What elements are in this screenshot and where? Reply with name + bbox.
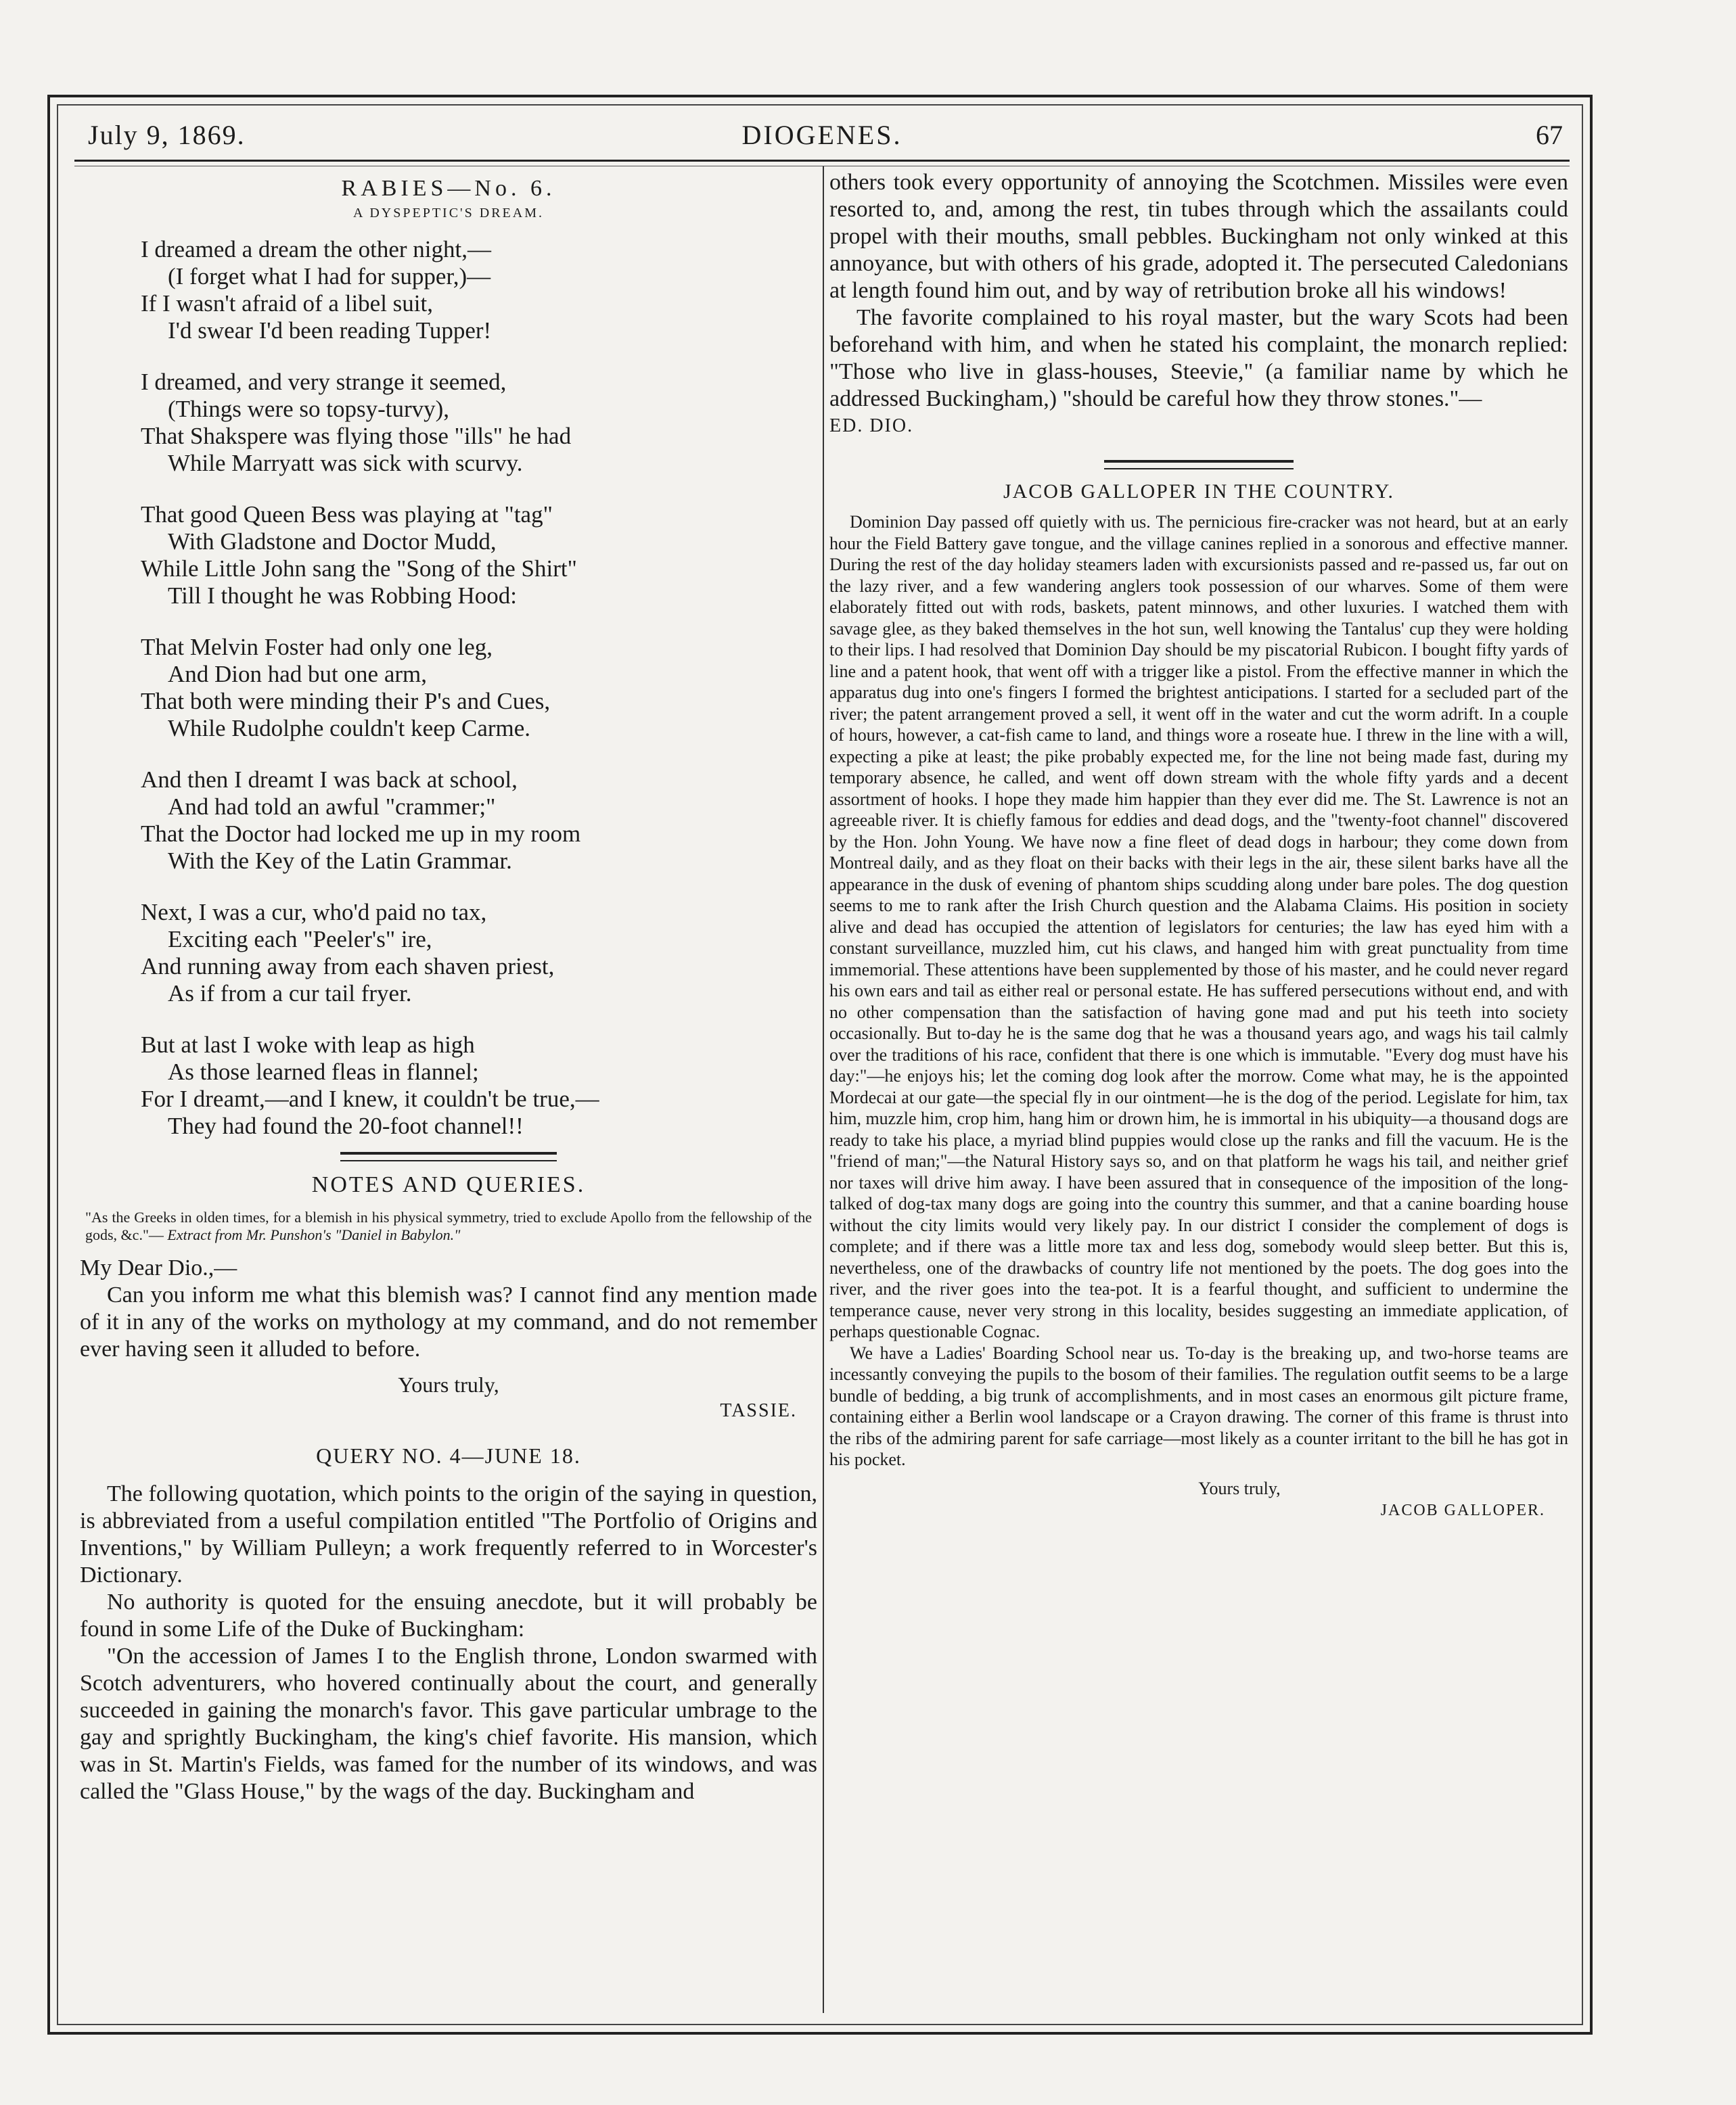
right-column (829, 169, 1568, 1520)
rabies-title: RABIES—No. 6. (341, 176, 556, 201)
poem-line: With Gladstone and Doctor Mudd, (168, 528, 497, 555)
poem-line: I dreamed a dream the other night,— (141, 236, 491, 262)
poem-line: Next, I was a cur, who'd paid no tax, (141, 899, 487, 925)
jacob-title: JACOB GALLOPER IN THE COUNTRY. (1003, 480, 1395, 503)
paragraph: The following quotation, which points to the origin of the saying in question, is abbreviated from a useful compilation entitled "The Portfolio of Origins and Inventions," by William Pulleyn; a work frequently referred to in Worcester's Dictionary. (80, 1481, 817, 1588)
column-divider (823, 166, 824, 2013)
poem-line: That Shakspere was flying those "ills" he had (141, 423, 572, 449)
poem-line: I'd swear I'd been reading Tupper! (168, 317, 492, 344)
masthead (74, 116, 1570, 157)
letter-body: Can you inform me what this blemish was? I cannot find any mention made of it in any of the works on mythology at my command, and do not remember ever having seen it alluded to before. (80, 1282, 817, 1362)
editor-signature: ED. DIO. (829, 415, 914, 436)
left-column (80, 169, 817, 1805)
poem-stanza (141, 1032, 817, 1140)
issue-date: July 9, 1869. (88, 120, 246, 150)
poem-line: And then I dreamt I was back at school, (141, 766, 518, 793)
masthead-rule (74, 160, 1570, 166)
poem-stanza (141, 369, 817, 477)
notes-epigraph (80, 1209, 817, 1244)
poem-line: And running away from each shaven priest, (141, 953, 555, 979)
query-continued (829, 169, 1568, 440)
poem-line: While Little John sang the "Song of the Shirt" (141, 555, 577, 582)
section-rule (340, 1152, 557, 1161)
poem-line: That good Queen Bess was playing at "tag" (141, 501, 553, 528)
letter-signature: TASSIE. (720, 1400, 797, 1421)
poem-line: For I dreamt,—and I knew, it couldn't be true,— (141, 1086, 599, 1112)
poem-line: That the Doctor had locked me up in my room (141, 820, 581, 847)
poem-line: Till I thought he was Robbing Hood: (168, 582, 517, 609)
poem-line: While Marryatt was sick with scurvy. (168, 450, 523, 476)
paragraph: others took every opportunity of annoying the Scotchmen. Missiles were even resorted to, and, among the rest, tin tubes through which the assailants could propel with their mouths, small pebbles. Buckingham not only winked at this annoyance, but with others of his grade, adopted it. The persecuted Caledonians at length found him out, and by way of retribution broke all his windows! (829, 170, 1568, 303)
rabies-subtitle: A DYSPEPTIC'S DREAM. (353, 206, 544, 221)
section-rule (1104, 460, 1294, 469)
poem-line: (I forget what I had for supper,)— (168, 263, 491, 290)
query-title: QUERY NO. 4—JUNE 18. (316, 1443, 581, 1468)
poem-line: As if from a cur tail fryer. (168, 980, 412, 1007)
poem-line: As those learned fleas in flannel; (168, 1059, 479, 1085)
letter-salutation: My Dear Dio.,— (80, 1255, 237, 1280)
poem-line: If I wasn't afraid of a libel suit, (141, 290, 433, 317)
query-article (80, 1481, 817, 1805)
poem-line: Exciting each "Peeler's" ire, (168, 926, 432, 952)
poem-line: (Things were so topsy-turvy), (168, 396, 450, 422)
poem-stanza (141, 634, 817, 742)
poem-line: They had found the 20-foot channel!! (168, 1113, 524, 1139)
poem-stanza (141, 899, 817, 1007)
jacob-article (829, 511, 1568, 1471)
poem-line: With the Key of the Latin Grammar. (168, 848, 512, 874)
poem-stanza (141, 501, 817, 609)
poem-line: While Rudolphe couldn't keep Carme. (168, 715, 531, 741)
paragraph: The favorite complained to his royal master, but the wary Scots had been beforehand with him, and when he stated his complaint, the monarch replied: "Those who live in glass-houses, Steevie," (a familiar name by which he addressed Buckingham,) "should be careful how they throw stones."— (829, 305, 1568, 411)
poem-line: And had told an awful "crammer;" (168, 793, 496, 820)
jacob-closing: Yours truly, (1198, 1478, 1281, 1498)
poem-line: That Melvin Foster had only one leg, (141, 634, 493, 660)
jacob-signature: JACOB GALLOPER. (1380, 1501, 1545, 1519)
poem-stanza (141, 766, 817, 875)
poem-line: And Dion had but one arm, (168, 661, 427, 687)
poem-stanza (141, 236, 817, 344)
poem-line: That both were minding their P's and Cues, (141, 688, 551, 714)
letter-closing: Yours truly, (398, 1372, 499, 1397)
page-number: 67 (1536, 120, 1563, 150)
poem-line: I dreamed, and very strange it seemed, (141, 369, 507, 395)
paragraph: We have a Ladies' Boarding School near us. To-day is the breaking up, and two-horse teams are incessantly conveying the pupils to the bosom of their families. The regulation outfit seems to be a large bundle of bedding, a big trunk of accomplishments, and in most cases an enormous gilt picture frame, containing either a Berlin wool landscape or a Crayon drawing. The corner of this frame is thrust into the ribs of the admiring parent for safe carriage—most likely as a counter irritant to the bill he has got in his pocket. (829, 1343, 1568, 1469)
paragraph: No authority is quoted for the ensuing anecdote, but it will probably be found in some Life of the Duke of Buckingham: (80, 1590, 817, 1642)
notes-letter (80, 1255, 817, 1363)
notes-title: NOTES AND QUERIES. (311, 1172, 586, 1197)
rabies-poem (80, 236, 817, 1140)
paragraph: Dominion Day passed off quietly with us. The pernicious fire-cracker was not heard, but at an early hour the Field Battery gave tongue, and the village canines replied in a sonorous and effective manner. During the rest of the day holiday steamers laden with excursionists passed and re-passed us, far out on the lazy river, and a few wandering anglers took possession of our wharves. Some of them were elaborately fitted out with rods, baskets, patent minnows, and other luxuries. I watched them with savage glee, as they baked themselves in the hot sun, well knowing the Tantalus' cup they were holding to their lips. I had resolved that Dominion Day should be my piscatorial Rubicon. I bought fifty yards of line and a patent hook, that went off with a trigger like a pistol. From the effective manner in which the apparatus dug into one's fingers I formed the brightest anticipations. I started for a secluded part of the river; the patent arrangement proved a sell, it went off in the water and cut the worm adrift. In a couple of hours, however, a cat-fish came to land, and things wore a roseate hue. I threw in the line with a will, expecting a pike at least; the pike probably expected me, for the line not being made fast, during my temporary absence, he called, and went off down stream with the whole fifty yards and a decent assortment of hooks. I hope they made him happier than they ever did me. The St. Lawrence is not an agreeable river. It is chiefly famous for eddies and dead dogs, and the "twenty-foot channel" discovered by the Hon. John Young. We have now a fine fleet of dead dogs in harbour; they come down from Montreal daily, and as they float on their backs with their legs in the air, these silent barks have all the appearance in the dusk of evening of phantom ships scudding along under bare poles. The dog question seems to me to rank after the Irish Church question and the Alabama Claims. His position in society alive and dead has occupied the attention of legislators for centuries; the law has eyed him with a constant surveillance, muzzled him, cut his claws, and hanged him with great punctuality from time immemorial. These attentions have been supplemented by those of his master, and he could never regard his own ears and tail as either real or personal estate. He has suffered persecutions without end, and with no other compensation than the satisfaction of having gone mad and put his teeth into society occasionally. But to-day he is the same dog that he was a thousand years ago, and wags his tail calmly over the traditions of his race, confident that there is one which is immutable. "Every dog must have his day:"—he enjoys his; let the coming dog look after the morrow. Come what may, he is the appointed Mordecai at our gate—the special fly in our ointment—he is the dog of the period. Legislate for him, tax him, muzzle him, crop him, hang him or drown him, he is immortal in his ubiquity—a thousand dogs are ready to take his place, a myriad blind puppies would close up the ranks and fill the vacuum. He is the "friend of man;"—the Natural History says so, and on that platform he wags his tail, and neither grief nor taxes will drive him away. I have been assured that in consequence of the imposition of the long-talked of dog-tax many dogs are going into the country this summer, and that a canine boarding house without the city limits would very likely pay. In our district I consider the complement of dogs is complete; and if there was a little more tax and less dog, somebody would sleep better. But this is, nevertheless, one of the drawbacks of country life not mentioned by the poets. The dog goes into the river, and the river goes into the tea-pot. It is a fearful thought, and sufficient to undermine the temperance cause, never very strong in this locality, besides suggesting an immediate application, of perhaps questionable Cognac. (829, 512, 1568, 1341)
newspaper-title: DIOGENES. (741, 120, 903, 150)
poem-line: But at last I woke with leap as high (141, 1032, 475, 1058)
paragraph: "On the accession of James I to the English throne, London swarmed with Scotch adventurers, who hovered continually about the court, and generally succeeded in gaining the monarch's favor. This gave particular umbrage to the gay and sprightly Buckingham, the king's chief favorite. His mansion, which was in St. Martin's Fields, was famed for the number of its windows, and was called the "Glass House," by the wags of the day. Buckingham and (80, 1644, 817, 1804)
epigraph-source: Extract from Mr. Punshon's "Daniel in Babylon." (167, 1226, 461, 1243)
epigraph-text: "As the Greeks in olden times, for a blemish in his physical symmetry, tried to exclude Apollo from the fellowship of the gods, &c."— (85, 1209, 812, 1243)
